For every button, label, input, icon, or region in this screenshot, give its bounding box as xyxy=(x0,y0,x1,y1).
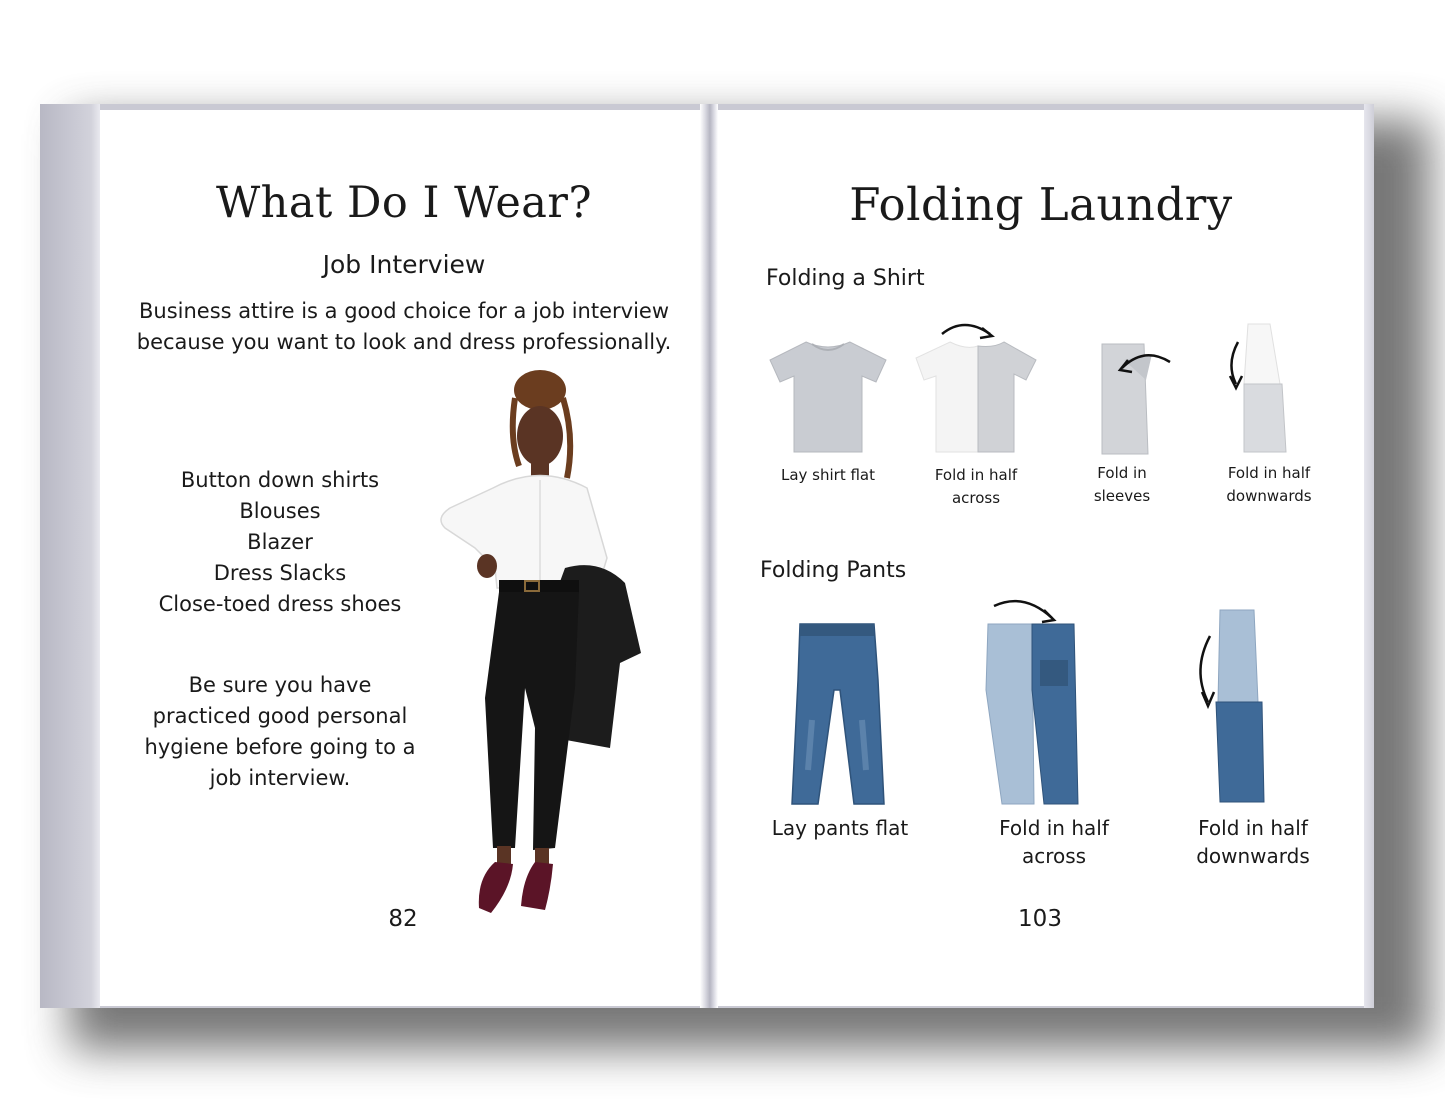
shirt-sleeves-folded-image xyxy=(1094,340,1178,456)
pants-step-caption: Fold in half downwards xyxy=(1196,816,1310,868)
hygiene-reminder: Be sure you have practiced good personal hygiene before going to a job interview. xyxy=(144,673,416,790)
shirt-folded-downwards-image xyxy=(1222,320,1298,456)
list-item: Blazer xyxy=(247,530,313,554)
pants-flat-image xyxy=(788,620,886,808)
list-item: Blouses xyxy=(239,499,321,523)
shirt-flat-image xyxy=(768,338,888,458)
list-item: Button down shirts xyxy=(180,468,380,492)
shirt-half-folded-image xyxy=(914,338,1038,454)
shirt-step-caption: Fold in half across xyxy=(934,466,1018,507)
woman-in-business-attire-image xyxy=(415,368,650,923)
shirt-step-caption: Fold in sleeves xyxy=(1093,464,1151,505)
book-page-edges xyxy=(40,104,100,1008)
list-item: Dress Slacks xyxy=(213,561,347,585)
shirt-section-heading: Folding a Shirt xyxy=(766,266,925,291)
left-page-number: 82 xyxy=(388,906,418,932)
shirt-step-caption: Lay shirt flat xyxy=(780,466,876,484)
left-page-title: What Do I Wear? xyxy=(215,178,593,228)
shirt-step-caption: Fold in half downwards xyxy=(1226,464,1312,505)
list-item: Close-toed dress shoes xyxy=(158,592,402,616)
right-page-title: Folding Laundry xyxy=(849,178,1233,231)
pants-step-caption: Fold in half across xyxy=(999,816,1109,868)
pants-half-folded-image xyxy=(980,620,1082,808)
attire-list xyxy=(130,465,430,620)
pants-folded-downwards-image xyxy=(1190,606,1280,806)
book-gutter xyxy=(700,104,718,1008)
right-page-edge xyxy=(1364,104,1374,1008)
intro-paragraph: Business attire is a good choice for a job interview because you want to look and dress professionally. xyxy=(136,299,672,354)
right-page-number: 103 xyxy=(1018,906,1062,932)
pants-step-caption: Lay pants flat xyxy=(771,816,909,840)
left-page-subtitle: Job Interview xyxy=(322,250,486,279)
pants-section-heading: Folding Pants xyxy=(760,558,907,583)
